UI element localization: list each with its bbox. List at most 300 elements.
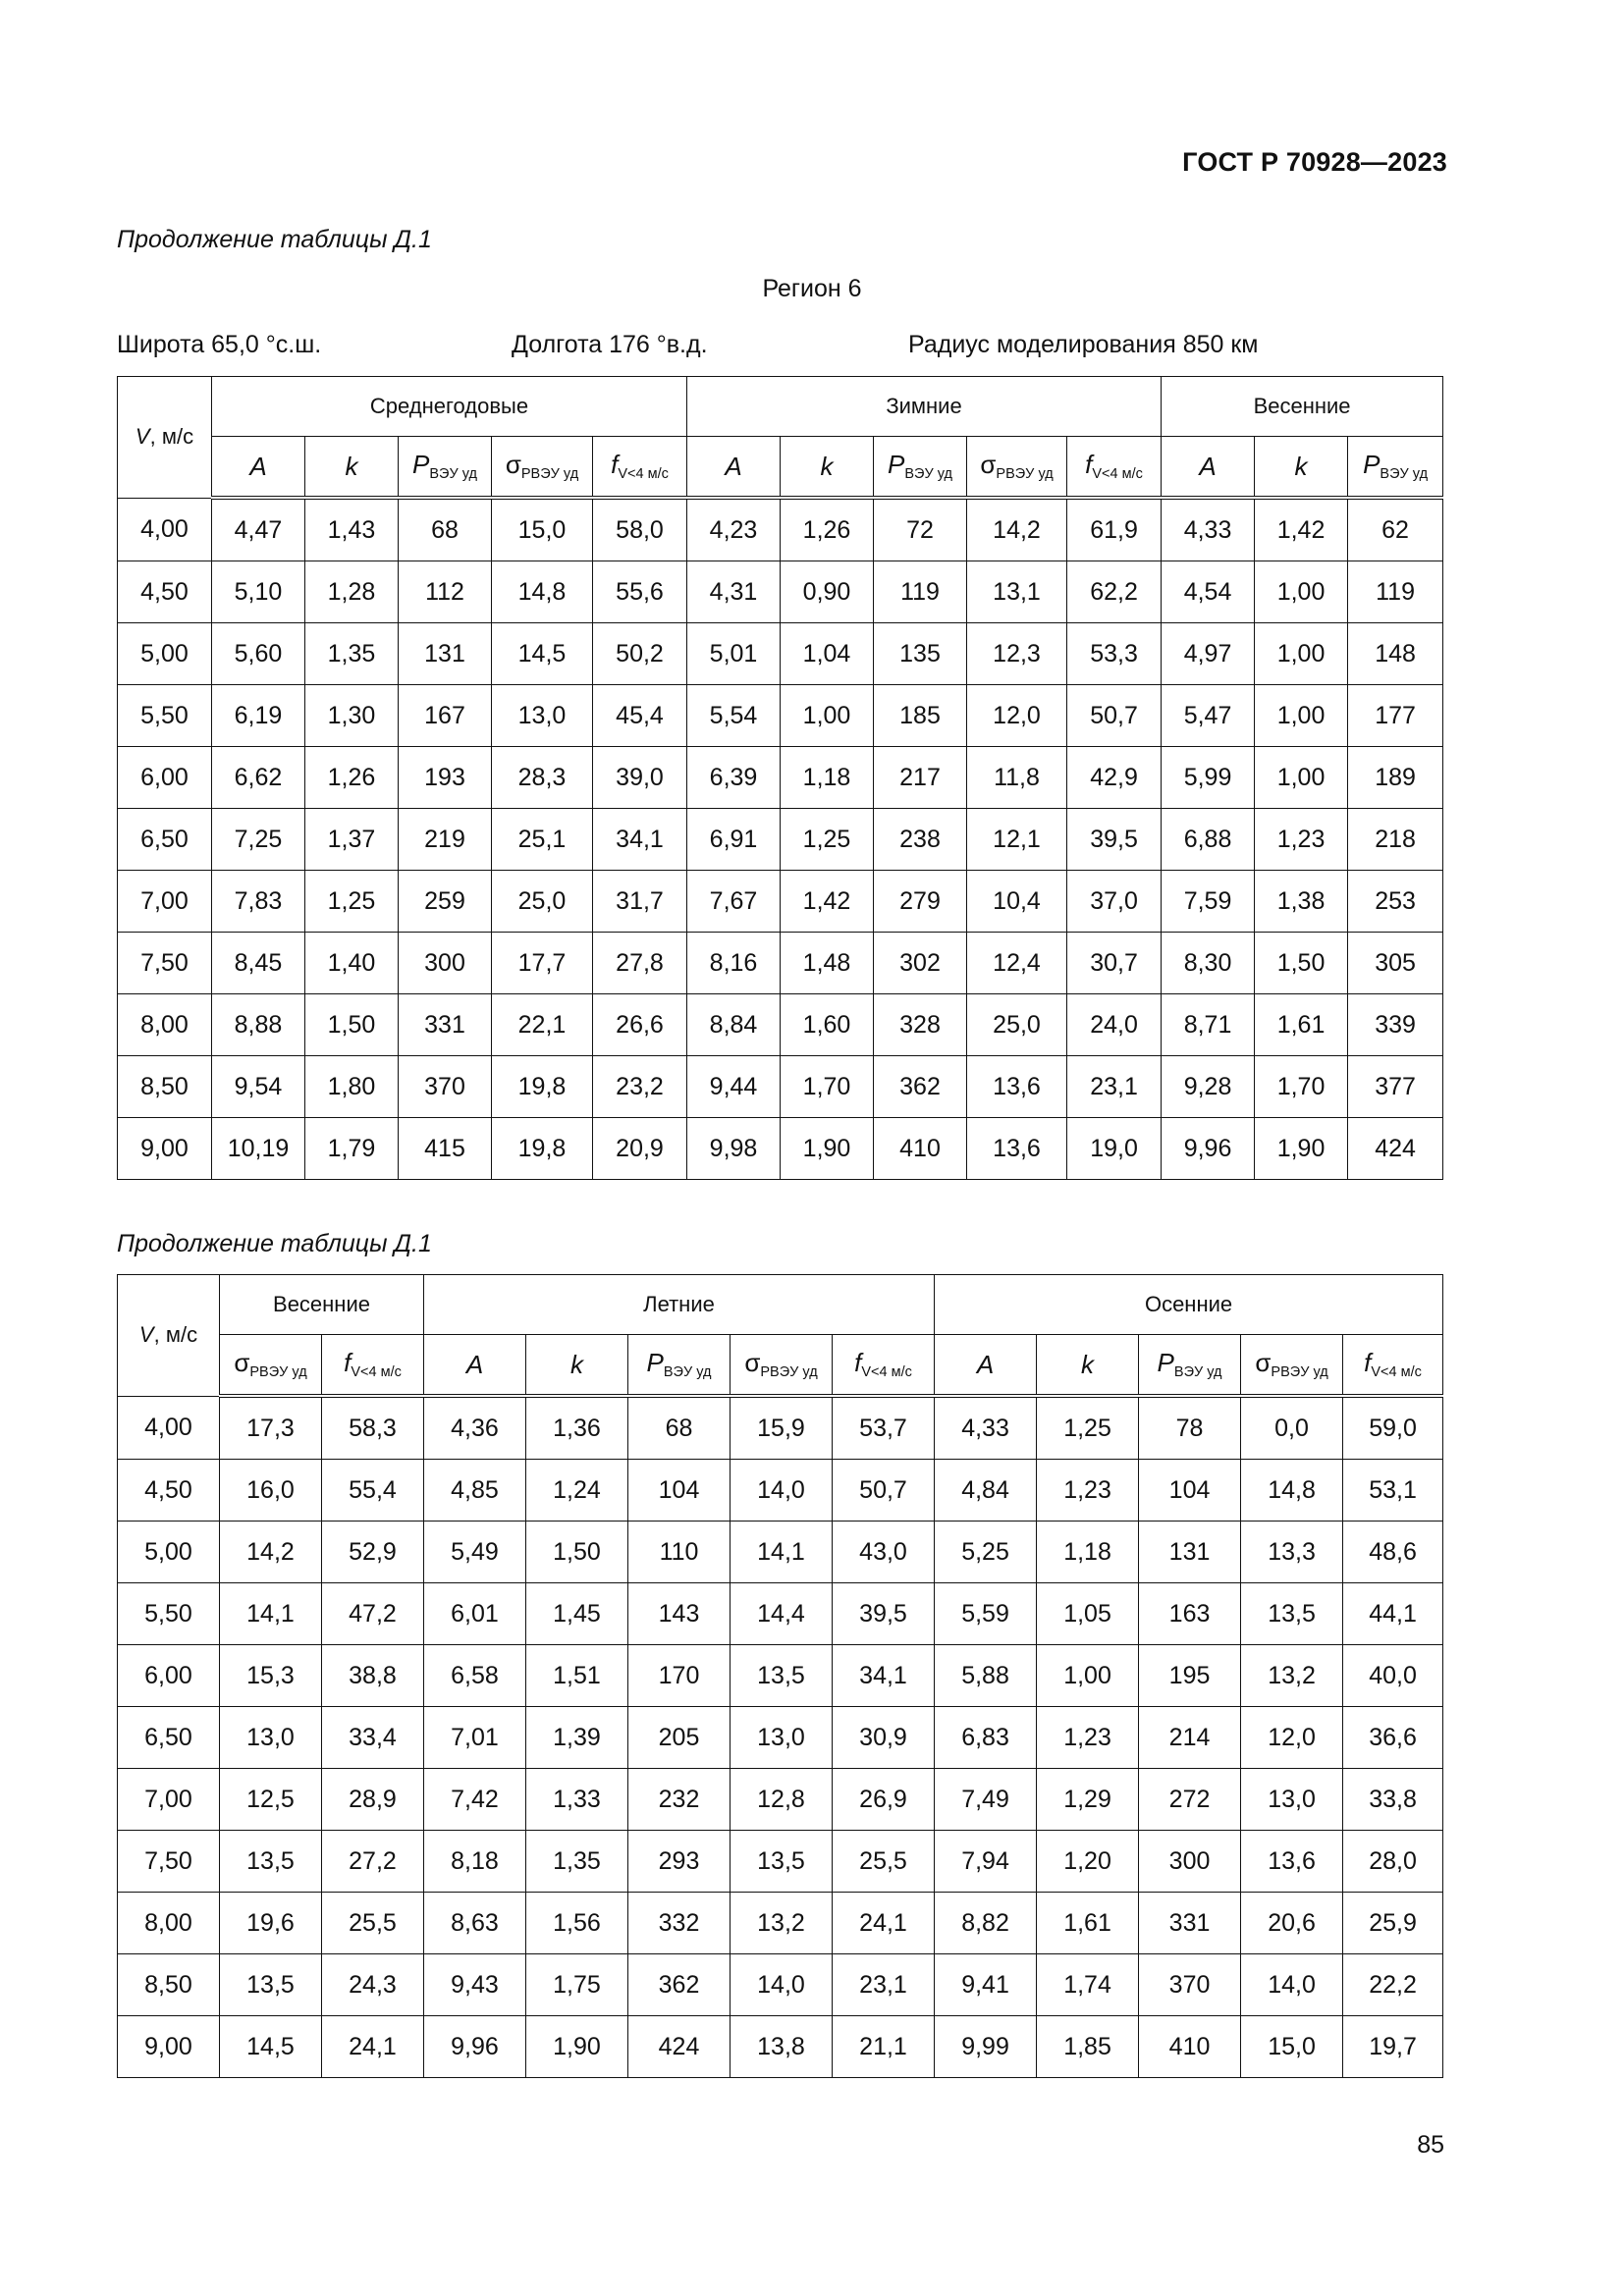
table-cell: 14,5 <box>220 2016 322 2078</box>
table-cell: 34,1 <box>833 1645 935 1707</box>
col-header-v: V, м/с <box>118 377 212 499</box>
table-cell: 8,88 <box>212 994 305 1056</box>
table-cell: 7,59 <box>1162 871 1255 933</box>
table-cell: 104 <box>628 1460 731 1522</box>
col-header-k: k <box>1037 1335 1139 1397</box>
table-cell: 110 <box>628 1522 731 1583</box>
group-header: Зимние <box>687 377 1162 437</box>
table-cell: 13,5 <box>1241 1583 1343 1645</box>
table-cell: 14,4 <box>731 1583 833 1645</box>
table-cell: 47,2 <box>322 1583 424 1645</box>
table-cell: 13,6 <box>1241 1831 1343 1893</box>
table-cell: 217 <box>874 747 967 809</box>
table-cell: 61,9 <box>1067 498 1162 561</box>
table-cell: 25,1 <box>492 809 593 871</box>
table-cell: 50,2 <box>593 623 687 685</box>
table-cell: 17,3 <box>220 1396 322 1460</box>
col-header-k: k <box>1255 437 1348 499</box>
table-cell: 28,0 <box>1343 1831 1443 1893</box>
table-cell: 78 <box>1139 1396 1241 1460</box>
row-wind-speed: 4,50 <box>118 1460 220 1522</box>
col-header-f: $f_{V<4 м/с}$ <box>1343 1335 1443 1397</box>
table-cell: 12,1 <box>967 809 1067 871</box>
region-title: Регион 6 <box>762 275 862 302</box>
table-cell: 6,01 <box>424 1583 526 1645</box>
table-row <box>118 1522 1443 1583</box>
table-cell: 13,6 <box>967 1056 1067 1118</box>
table-row <box>118 1460 1443 1522</box>
table-cell: 1,50 <box>1255 933 1348 994</box>
table-cell: 39,5 <box>1067 809 1162 871</box>
row-wind-speed: 4,00 <box>118 1396 220 1460</box>
table-cell: 39,5 <box>833 1583 935 1645</box>
table-cell: 1,26 <box>305 747 399 809</box>
table-cell: 300 <box>399 933 492 994</box>
table-cell: 177 <box>1348 685 1443 747</box>
table-cell: 1,00 <box>781 685 874 747</box>
col-header-f: $f_{V<4 м/с}$ <box>593 437 687 499</box>
table-cell: 339 <box>1348 994 1443 1056</box>
group-header: Весенние <box>220 1275 424 1335</box>
row-wind-speed: 6,00 <box>118 747 212 809</box>
table-cell: 9,96 <box>1162 1118 1255 1180</box>
table-cell: 55,4 <box>322 1460 424 1522</box>
table-row <box>118 1583 1443 1645</box>
table-cell: 238 <box>874 809 967 871</box>
sub-header-row <box>118 437 1443 499</box>
table-cell: 9,96 <box>424 2016 526 2078</box>
table-cell: 20,9 <box>593 1118 687 1180</box>
table-cell: 1,42 <box>1255 498 1348 561</box>
table-cell: 4,54 <box>1162 561 1255 623</box>
table-cell: 1,45 <box>526 1583 628 1645</box>
table-cell: 119 <box>1348 561 1443 623</box>
table-cell: 8,30 <box>1162 933 1255 994</box>
table-cell: 1,20 <box>1037 1831 1139 1893</box>
table-row <box>118 2016 1443 2078</box>
table-cell: 25,9 <box>1343 1893 1443 1954</box>
table-cell: 4,33 <box>1162 498 1255 561</box>
table-cell: 5,47 <box>1162 685 1255 747</box>
table-cell: 9,28 <box>1162 1056 1255 1118</box>
table-cell: 1,04 <box>781 623 874 685</box>
table-cell: 185 <box>874 685 967 747</box>
table-cell: 259 <box>399 871 492 933</box>
table-cell: 68 <box>628 1396 731 1460</box>
table-cell: 7,49 <box>935 1769 1037 1831</box>
table-cell: 1,50 <box>526 1522 628 1583</box>
row-wind-speed: 4,00 <box>118 498 212 561</box>
row-wind-speed: 7,00 <box>118 871 212 933</box>
table-cell: 19,8 <box>492 1118 593 1180</box>
wind-data-table-1 <box>117 376 1443 1180</box>
table-row <box>118 561 1443 623</box>
table-cell: 362 <box>628 1954 731 2016</box>
table-row <box>118 809 1443 871</box>
table-cell: 48,6 <box>1343 1522 1443 1583</box>
table-cell: 15,0 <box>1241 2016 1343 2078</box>
table-cell: 39,0 <box>593 747 687 809</box>
table-cell: 1,61 <box>1037 1893 1139 1954</box>
col-header-f: $f_{V<4 м/с}$ <box>1067 437 1162 499</box>
table-cell: 13,5 <box>220 1831 322 1893</box>
table-cell: 13,0 <box>220 1707 322 1769</box>
col-header-p: $P_{ВЭУ уд}$ <box>1139 1335 1241 1397</box>
row-wind-speed: 7,50 <box>118 1831 220 1893</box>
table-cell: 9,98 <box>687 1118 781 1180</box>
table-cell: 293 <box>628 1831 731 1893</box>
table-row <box>118 1056 1443 1118</box>
row-wind-speed: 6,00 <box>118 1645 220 1707</box>
col-header-k: k <box>526 1335 628 1397</box>
table-cell: 4,47 <box>212 498 305 561</box>
col-header-a: A <box>1162 437 1255 499</box>
row-wind-speed: 6,50 <box>118 809 212 871</box>
table-cell: 14,2 <box>967 498 1067 561</box>
table-cell: 1,00 <box>1255 747 1348 809</box>
table-cell: 9,41 <box>935 1954 1037 2016</box>
table-cell: 6,58 <box>424 1645 526 1707</box>
table-cell: 1,25 <box>781 809 874 871</box>
table-cell: 50,7 <box>833 1460 935 1522</box>
table-cell: 17,7 <box>492 933 593 994</box>
table-cell: 1,23 <box>1037 1460 1139 1522</box>
table-body <box>118 498 1443 1180</box>
table-cell: 33,4 <box>322 1707 424 1769</box>
table-cell: 19,6 <box>220 1893 322 1954</box>
table-cell: 9,43 <box>424 1954 526 2016</box>
table-cell: 14,8 <box>492 561 593 623</box>
table-cell: 302 <box>874 933 967 994</box>
table-cell: 1,30 <box>305 685 399 747</box>
table-cell: 38,8 <box>322 1645 424 1707</box>
table-cell: 4,31 <box>687 561 781 623</box>
table-cell: 13,2 <box>731 1893 833 1954</box>
table-cell: 362 <box>874 1056 967 1118</box>
table-cell: 5,01 <box>687 623 781 685</box>
table-cell: 1,90 <box>1255 1118 1348 1180</box>
table-cell: 1,25 <box>1037 1396 1139 1460</box>
col-header-p: $P_{ВЭУ уд}$ <box>399 437 492 499</box>
table-cell: 7,42 <box>424 1769 526 1831</box>
table-cell: 1,60 <box>781 994 874 1056</box>
table-cell: 7,01 <box>424 1707 526 1769</box>
table-cell: 1,18 <box>781 747 874 809</box>
table-cell: 1,24 <box>526 1460 628 1522</box>
table-cell: 8,18 <box>424 1831 526 1893</box>
table-row <box>118 1954 1443 2016</box>
table-cell: 5,25 <box>935 1522 1037 1583</box>
table-cell: 112 <box>399 561 492 623</box>
table-cell: 23,1 <box>1067 1056 1162 1118</box>
table-cell: 26,9 <box>833 1769 935 1831</box>
table-row <box>118 933 1443 994</box>
table-cell: 1,00 <box>1255 685 1348 747</box>
group-header: Среднегодовые <box>212 377 687 437</box>
table-cell: 232 <box>628 1769 731 1831</box>
table-cell: 53,7 <box>833 1396 935 1460</box>
table-cell: 45,4 <box>593 685 687 747</box>
table-cell: 14,1 <box>731 1522 833 1583</box>
table-cell: 104 <box>1139 1460 1241 1522</box>
col-header-k: k <box>781 437 874 499</box>
longitude-label: Долгота 176 °в.д. <box>512 331 708 358</box>
radius-label: Радиус моделирования 850 км <box>908 331 1259 358</box>
table-cell: 272 <box>1139 1769 1241 1831</box>
table-cell: 25,5 <box>833 1831 935 1893</box>
table-cell: 1,00 <box>1255 623 1348 685</box>
table-cell: 135 <box>874 623 967 685</box>
table-cell: 4,36 <box>424 1396 526 1460</box>
table-cell: 1,79 <box>305 1118 399 1180</box>
table-cell: 58,0 <box>593 498 687 561</box>
table-cell: 4,33 <box>935 1396 1037 1460</box>
col-header-k: k <box>305 437 399 499</box>
table-cell: 12,5 <box>220 1769 322 1831</box>
latitude-label: Широта 65,0 °с.ш. <box>117 331 322 358</box>
table-cell: 1,25 <box>305 871 399 933</box>
table-cell: 6,91 <box>687 809 781 871</box>
table-cell: 5,99 <box>1162 747 1255 809</box>
table-cell: 424 <box>1348 1118 1443 1180</box>
table-cell: 189 <box>1348 747 1443 809</box>
table-cell: 9,44 <box>687 1056 781 1118</box>
table-cell: 30,7 <box>1067 933 1162 994</box>
col-header-f: $f_{V<4 м/с}$ <box>833 1335 935 1397</box>
table-cell: 410 <box>1139 2016 1241 2078</box>
group-header: Летние <box>424 1275 935 1335</box>
table-row <box>118 1118 1443 1180</box>
table-cell: 0,90 <box>781 561 874 623</box>
table-cell: 6,39 <box>687 747 781 809</box>
standard-code: ГОСТ Р 70928—2023 <box>1182 147 1447 177</box>
table-cell: 44,1 <box>1343 1583 1443 1645</box>
table-cell: 20,6 <box>1241 1893 1343 1954</box>
table-cell: 62,2 <box>1067 561 1162 623</box>
table-cell: 8,71 <box>1162 994 1255 1056</box>
table-cell: 55,6 <box>593 561 687 623</box>
table-cell: 15,0 <box>492 498 593 561</box>
table-cell: 1,33 <box>526 1769 628 1831</box>
table-cell: 14,0 <box>1241 1954 1343 2016</box>
table-cell: 14,0 <box>731 1954 833 2016</box>
table-cell: 13,0 <box>492 685 593 747</box>
table-cell: 13,1 <box>967 561 1067 623</box>
table-cell: 27,8 <box>593 933 687 994</box>
table-cell: 300 <box>1139 1831 1241 1893</box>
table-cell: 37,0 <box>1067 871 1162 933</box>
table-cell: 24,0 <box>1067 994 1162 1056</box>
row-wind-speed: 9,00 <box>118 2016 220 2078</box>
table-cell: 1,38 <box>1255 871 1348 933</box>
table-row <box>118 498 1443 561</box>
table-cell: 1,80 <box>305 1056 399 1118</box>
table-cell: 332 <box>628 1893 731 1954</box>
table-cell: 5,54 <box>687 685 781 747</box>
col-header-p: $P_{ВЭУ уд}$ <box>628 1335 731 1397</box>
table-cell: 1,42 <box>781 871 874 933</box>
table-cell: 13,3 <box>1241 1522 1343 1583</box>
table-cell: 1,51 <box>526 1645 628 1707</box>
table-cell: 12,8 <box>731 1769 833 1831</box>
table-row <box>118 685 1443 747</box>
table-cell: 13,5 <box>220 1954 322 2016</box>
table-cell: 62 <box>1348 498 1443 561</box>
table-cell: 1,23 <box>1255 809 1348 871</box>
table-cell: 19,7 <box>1343 2016 1443 2078</box>
table-cell: 23,1 <box>833 1954 935 2016</box>
row-wind-speed: 8,50 <box>118 1954 220 2016</box>
table-cell: 1,35 <box>526 1831 628 1893</box>
col-header-p: $P_{ВЭУ уд}$ <box>1348 437 1443 499</box>
table-row <box>118 1707 1443 1769</box>
table-cell: 8,45 <box>212 933 305 994</box>
row-wind-speed: 9,00 <box>118 1118 212 1180</box>
table-cell: 331 <box>1139 1893 1241 1954</box>
col-header-v: V, м/с <box>118 1275 220 1397</box>
wind-data-table-2 <box>117 1274 1443 2078</box>
table-cell: 214 <box>1139 1707 1241 1769</box>
table-cell: 6,62 <box>212 747 305 809</box>
table-cell: 9,54 <box>212 1056 305 1118</box>
table-cell: 1,05 <box>1037 1583 1139 1645</box>
table-cell: 1,90 <box>781 1118 874 1180</box>
table-cell: 279 <box>874 871 967 933</box>
row-wind-speed: 4,50 <box>118 561 212 623</box>
table-row <box>118 1769 1443 1831</box>
table-cell: 1,00 <box>1037 1645 1139 1707</box>
table-cell: 7,67 <box>687 871 781 933</box>
table-cell: 33,8 <box>1343 1769 1443 1831</box>
table-cell: 12,0 <box>967 685 1067 747</box>
table-cell: 5,60 <box>212 623 305 685</box>
table-cell: 53,3 <box>1067 623 1162 685</box>
table-cell: 15,9 <box>731 1396 833 1460</box>
table-cell: 0,0 <box>1241 1396 1343 1460</box>
col-header-a: A <box>424 1335 526 1397</box>
table-cell: 377 <box>1348 1056 1443 1118</box>
table-cell: 52,9 <box>322 1522 424 1583</box>
table-cell: 8,82 <box>935 1893 1037 1954</box>
table-cell: 15,3 <box>220 1645 322 1707</box>
row-wind-speed: 7,00 <box>118 1769 220 1831</box>
col-header-p: $P_{ВЭУ уд}$ <box>874 437 967 499</box>
table-cell: 8,16 <box>687 933 781 994</box>
table-cell: 25,0 <box>492 871 593 933</box>
table-cell: 1,70 <box>1255 1056 1348 1118</box>
table-cell: 4,84 <box>935 1460 1037 1522</box>
table-cell: 1,29 <box>1037 1769 1139 1831</box>
table-cell: 8,84 <box>687 994 781 1056</box>
table-cell: 36,6 <box>1343 1707 1443 1769</box>
table-cell: 34,1 <box>593 809 687 871</box>
table-cell: 25,0 <box>967 994 1067 1056</box>
col-header-a: A <box>935 1335 1037 1397</box>
table-cell: 5,10 <box>212 561 305 623</box>
table-cell: 193 <box>399 747 492 809</box>
table-cell: 1,70 <box>781 1056 874 1118</box>
table-cell: 1,56 <box>526 1893 628 1954</box>
table-cell: 4,85 <box>424 1460 526 1522</box>
table-cell: 143 <box>628 1583 731 1645</box>
table-cell: 42,9 <box>1067 747 1162 809</box>
table-cell: 58,3 <box>322 1396 424 1460</box>
table-cell: 28,3 <box>492 747 593 809</box>
table-cell: 253 <box>1348 871 1443 933</box>
table-cell: 12,3 <box>967 623 1067 685</box>
table-cell: 424 <box>628 2016 731 2078</box>
table-cell: 6,83 <box>935 1707 1037 1769</box>
table-cell: 14,2 <box>220 1522 322 1583</box>
table-cell: 1,26 <box>781 498 874 561</box>
table-cell: 1,39 <box>526 1707 628 1769</box>
table-cell: 1,74 <box>1037 1954 1139 2016</box>
table-cell: 1,48 <box>781 933 874 994</box>
table-cell: 26,6 <box>593 994 687 1056</box>
table-continuation-caption: Продолжение таблицы Д.1 <box>117 1230 432 1257</box>
table-cell: 28,9 <box>322 1769 424 1831</box>
table-row <box>118 1893 1443 1954</box>
table-cell: 12,4 <box>967 933 1067 994</box>
col-header-a: A <box>212 437 305 499</box>
table-cell: 1,23 <box>1037 1707 1139 1769</box>
table-cell: 8,63 <box>424 1893 526 1954</box>
table-cell: 1,28 <box>305 561 399 623</box>
table-cell: 1,40 <box>305 933 399 994</box>
table-cell: 40,0 <box>1343 1645 1443 1707</box>
table-cell: 6,19 <box>212 685 305 747</box>
table-cell: 7,83 <box>212 871 305 933</box>
table-cell: 23,2 <box>593 1056 687 1118</box>
table-cell: 1,61 <box>1255 994 1348 1056</box>
table-cell: 1,85 <box>1037 2016 1139 2078</box>
table-cell: 14,0 <box>731 1460 833 1522</box>
table-cell: 12,0 <box>1241 1707 1343 1769</box>
table-continuation-caption: Продолжение таблицы Д.1 <box>117 226 432 253</box>
table-row <box>118 1831 1443 1893</box>
table-cell: 331 <box>399 994 492 1056</box>
table-cell: 22,2 <box>1343 1954 1443 2016</box>
table-cell: 131 <box>399 623 492 685</box>
table-row <box>118 871 1443 933</box>
table-cell: 305 <box>1348 933 1443 994</box>
row-wind-speed: 8,00 <box>118 1893 220 1954</box>
sub-header-row <box>118 1335 1443 1397</box>
page-number: 85 <box>1417 2131 1444 2159</box>
col-header-a: A <box>687 437 781 499</box>
table-cell: 415 <box>399 1118 492 1180</box>
table-cell: 59,0 <box>1343 1396 1443 1460</box>
table-cell: 14,8 <box>1241 1460 1343 1522</box>
table-cell: 1,90 <box>526 2016 628 2078</box>
table-cell: 30,9 <box>833 1707 935 1769</box>
row-wind-speed: 5,50 <box>118 1583 220 1645</box>
table-cell: 1,37 <box>305 809 399 871</box>
row-wind-speed: 8,50 <box>118 1056 212 1118</box>
table-cell: 25,5 <box>322 1893 424 1954</box>
table-cell: 5,59 <box>935 1583 1037 1645</box>
row-wind-speed: 6,50 <box>118 1707 220 1769</box>
table-cell: 6,88 <box>1162 809 1255 871</box>
table-cell: 50,7 <box>1067 685 1162 747</box>
table-cell: 24,3 <box>322 1954 424 2016</box>
table-row <box>118 747 1443 809</box>
row-wind-speed: 5,00 <box>118 1522 220 1583</box>
table-cell: 14,1 <box>220 1583 322 1645</box>
table-cell: 410 <box>874 1118 967 1180</box>
table-cell: 170 <box>628 1645 731 1707</box>
table-cell: 19,8 <box>492 1056 593 1118</box>
